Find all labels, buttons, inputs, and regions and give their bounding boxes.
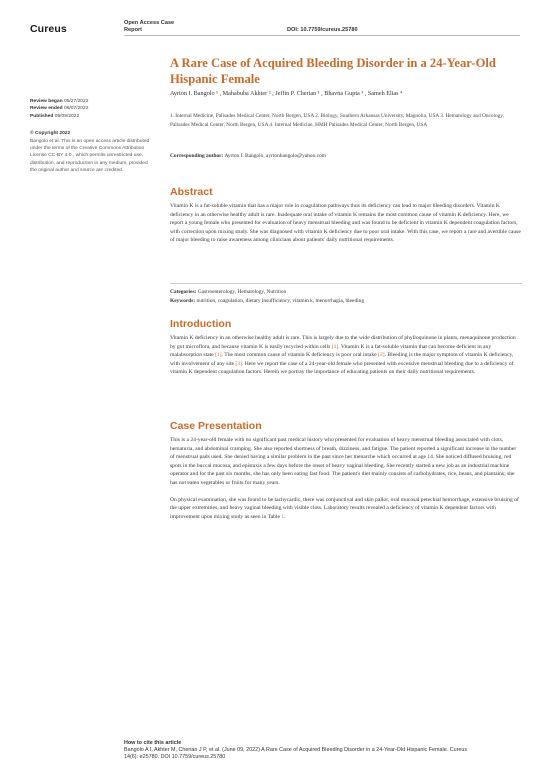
intro-text-a: Vitamin K deficiency in an otherwise healthy adult is rare. This is largely due to the wide distribution of phylloquinone in plants, menaquinone production by gut microflora, and because vitamin K is easily recycled within cells (170, 335, 516, 350)
license-text: Bangolo et al. This is an open access article distributed under the terms of the Creative Commons Attribution License CC-BY 4.0., which permits unrestricted use, distribution, and reproduction in any medium, provided the original author and source are credited. (30, 138, 150, 174)
introduction-heading: Introduction (170, 318, 232, 330)
case-paragraph-1: This is a 24-year-old female with no significant past medical history who presented for evaluation of heavy menstrual bleeding associated with clots, hematuria, and abdominal cramping. She also reported shortness of breath, dizziness, and fatigue. The patient reported a significant increase in the number of menstrual pads used. She denied having a similar problem in the past since her menarche which occurred at age 14. She noticed diffused bruising, red spots in the buccal mucosa, and epistaxis a few days before the onset of heavy vaginal bleeding. She recently started a new job as an industrial machine operator and for the past six months, she has only been eating fast food. The patient's diet mainly consists of carbohydrates, rice, beans, and plantains; she has not eaten vegetables or fruits for many years. (170, 437, 517, 486)
footer-title: How to cite this article (124, 740, 182, 746)
published-label: Published (30, 113, 54, 119)
keywords-value: nutrition, coagulation, dietary insufficiency, vitamin k, menorrhagia, bleeding (196, 297, 365, 304)
intro-text-c: . The most common cause of vitamin K deficiency is poor oral intake (221, 352, 379, 359)
keywords (170, 297, 522, 306)
citation-link[interactable]: [1] (215, 352, 222, 359)
review-began (30, 98, 150, 105)
affiliations: 1. Internal Medicine, Palisades Medical Center, North Bergen, USA 2. Biology, Southern Arkansas University, Magnolia, USA 3. Hematology and Oncology, Palisades Medical Center, North Bergen, USA 4. Internal Medicine, HMH Palisades Medical Center, North Bergen, USA (170, 113, 504, 128)
case-p2-text-a: On physical examination, she was found to be tachycardic, there was conjunctival and skin pallor, oral mucosal petechial hemorrhage, extensive bruising of the upper extremities, and heavy vaginal bleeding with visible clots. Laboratory results revealed a deficiency of vitamin K dependent factors with improvement upon mixing study as seen in Table (170, 496, 519, 520)
copyright: © Copyright 2022 (30, 131, 71, 137)
abstract-text: Vitamin K is a fat-soluble vitamin that has a major role in coagulation pathways thus its deficiency can lead to major bleeding disorders. Vitamin K deficiency in an otherwise healthy adult is rare. Inadequate oral intake of vitamin K remains the most common cause of vitamin K deficiency. Here, we report a young female who presented for evaluation of heavy menstrual bleeding and was found to be deficient in vitamin K dependent coagulation factors, with correction upon mixing study. She was diagnosed with vitamin K deficiency due to poor oral intake. With this case, we report a rare and avertible cause of major bleeding to raise awareness among clinicians about patients' daily nutritional requirements. (170, 203, 521, 244)
categories-label: Categories: (170, 289, 197, 295)
article-title: A Rare Case of Acquired Bleeding Disorder in a 24-Year-Old Hispanic Female (170, 56, 496, 86)
intro-text-e: . Here we report the case of a 24-year-old female who presented with excessive menstrual bleeding due to a deficiency of vitamin K dependent coagulation factors. Herein we portray the importance of educating patients on their daily nutritional requirements. (170, 360, 514, 376)
case-presentation-heading: Case Presentation (170, 420, 262, 432)
review-began-label: Review began (30, 99, 63, 104)
published (30, 113, 150, 120)
abstract-section (170, 186, 522, 245)
open-access-label: Open Access Case (124, 20, 175, 26)
table-link[interactable]: 1 (281, 513, 285, 520)
intro-text-d: . Bleeding is the major symptom of vitamin K deficiency, with involvement of any site (170, 352, 514, 367)
keywords-label: Keywords: (170, 297, 196, 304)
published-date: 06/09/2022 (54, 113, 80, 119)
case-paragraph-2 (170, 496, 522, 522)
author-list: Ayrton I. Bangolo ¹ , Mahabuba Akhter ² , Jeffin P. Cherian ¹ , Bhavna Gupta ³ , Sameh Elias ⁴ (170, 90, 403, 97)
case-p2-text-b: . (284, 513, 286, 520)
categories-block (170, 288, 522, 305)
citation-link[interactable]: [2] (378, 352, 385, 359)
article-type (124, 20, 174, 34)
footer-line-1: Bangolo A I, Akhter M, Cherian J P, et al. (June 09, 2022) A Rare Case of Acquired Bleeding Disorder in a 24-Year-Old Hispanic Female. Cureus (124, 747, 468, 754)
corresponding-label: Corresponding author: (170, 153, 224, 159)
review-ended-label: Review ended (30, 106, 63, 112)
review-began-date: 05/27/2022 (63, 99, 89, 104)
report-label: Report (124, 27, 143, 33)
intro-text-b: . Vitamin K is a fat-soluble vitamin that can become deficient in any malabsorption state (170, 343, 492, 359)
cureus-logo[interactable]: Cureus (30, 23, 67, 35)
corresponding-author (170, 153, 520, 159)
citation-footer (124, 740, 524, 762)
introduction-text (170, 334, 522, 377)
citation-link[interactable]: [1] (331, 343, 339, 350)
article-sidebar (30, 98, 150, 175)
corresponding-value[interactable]: Ayrton I. Bangolo, ayrtonbangolo@yahoo.com (224, 153, 326, 159)
review-ended-date: 06/07/2022 (63, 106, 89, 112)
doi-label[interactable]: DOI: 10.7759/cureus.25780 (287, 27, 358, 33)
case-presentation-section (170, 420, 522, 521)
abstract-heading: Abstract (170, 186, 213, 198)
section-divider (170, 283, 522, 284)
footer-line-2: 14(6): e25780. DOI 10.7759/cureus.25780 (124, 754, 226, 761)
introduction-section (170, 318, 522, 377)
header-divider (124, 35, 520, 36)
page-header (0, 0, 550, 40)
citation-link[interactable]: [3] (235, 360, 242, 367)
categories-value: Gastroenterology, Hematology, Nutrition (197, 289, 287, 295)
review-ended (30, 105, 150, 112)
categories (170, 288, 522, 297)
